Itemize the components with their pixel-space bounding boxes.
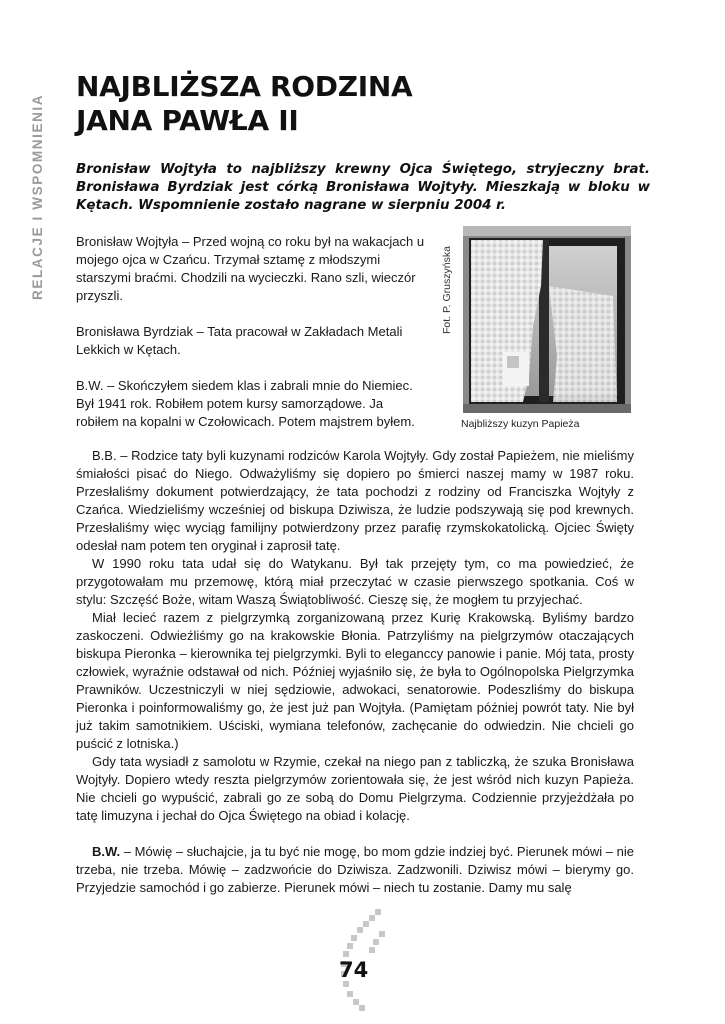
main-text	[76, 447, 634, 897]
paragraph-text: – Przed wojną co roku był na wakacjach u mojego ojca w Czańcu. Trzymał sztamę z młodszymi starszymi braćmi. Chodzili na wycieczki. Rano szli, wieczór przyszli.	[76, 234, 425, 303]
page-number: 74	[339, 958, 369, 982]
paragraph-text: – Mówię – słuchajcie, ja tu być nie mogę, bo mom gdzie indziej być. Pierunek mówi – nie trzeba, nie trzeba. Mówię – zadzwońcie do Dziwisza. Zadzwonili. Dziwisz mówi – bierymy go. Przyjedzie samochód i go zabierze. Pierunek mówi – niech tu zostanie. Damy mu salę	[76, 844, 634, 895]
paragraph-2	[76, 323, 428, 359]
speaker-abbr: B.B.	[92, 448, 117, 463]
paragraph-4	[76, 447, 634, 555]
paragraph-8	[76, 843, 634, 897]
paragraph-text: – Rodzice taty byli kuzynami rodziców Karola Wojtyły. Gdy został Papieżem, nie mieliśmy śmiałości pisać do Niego. Odważyliśmy się dopiero po śmierci naszej mamy w 1987 roku. Przesłaliśmy dokument potwierdzający, że tata pochodzi z rodziny od Franciszka Wojtyły z Czańca. Wiedzieliśmy wcześniej od biskupa Dziwisza, że ludzie podszywają się pod krewnych. Przesłaliśmy więc wyciąg familijny potwierdzony przez parafię rzymskokatolicką. Ojciec Święty odesłał nam potem ten oryginał i zaprosił tatę.	[76, 448, 634, 553]
speaker-abbr: B.W.	[76, 378, 104, 393]
window-photo	[463, 226, 631, 413]
paragraph-text: – Tata pracował w Zakładach Metali Lekkich w Kętach.	[76, 324, 403, 357]
paragraph-1	[76, 233, 428, 305]
speaker-abbr: B.W.	[92, 844, 121, 859]
article-title	[76, 70, 412, 138]
title-line-2: JANA PAWŁA II	[76, 104, 299, 137]
lead-paragraph: Bronisław Wojtyła to najbliższy krewny Ojca Świętego, stryjeczny brat. Bronisława Byrdziak jest córką Bronisława Wojtyły. Mieszkają w bloku w Kętach. Wspomnienie zostało nagrane w sierpniu 2004 r.	[76, 162, 650, 213]
paragraph-3	[76, 377, 428, 431]
speaker-name: Bronisława Byrdziak	[76, 324, 194, 339]
left-column	[76, 233, 428, 431]
paragraph-text: – Skończyłem siedem klas i zabrali mnie do Niemiec. Był 1941 rok. Robiłem potem kursy samorządowe. Ja robiłem na kopalni w Czołowicach. Potem majstrem byłem.	[76, 378, 415, 429]
photo-credit: Fot. P. Gruszyńska	[441, 246, 453, 334]
paragraph-6: Miał lecieć razem z pielgrzymką zorganizowaną przez Kurię Krakowską. Byliśmy bardzo zaskoczeni. Odwieźliśmy go na krakowskie Błonia. Patrzyliśmy na pielgrzymów otaczających biskupa Pieronka – kierownika tej pielgrzymki. Byli to eleganccy panowie i panie. Mój tata, prosty człowiek, wyraźnie odstawał od nich. Później wyjaśniło się, że była to Ogólnopolska Pielgrzymka Prawników. Uczestniczyli w niej sędziowie, adwokaci, senatorowie. Podeszliśmy do biskupa Pieronka i poinformowaliśmy go, że jest już pan Wojtyła. (Pamiętam później powrót taty. Nie był już takim samotnikiem. Uściski, wymiana telefonów, zachęcanie do odwiedzin. Nie chcieli go puścić z lotniska.)	[76, 610, 634, 751]
window-photo-image	[463, 226, 631, 413]
title-line-1: NAJBLIŻSZA RODZINA	[76, 70, 413, 103]
section-label: RELACJE I WSPOMNIENIA	[30, 93, 45, 300]
speaker-name: Bronisław Wojtyła	[76, 234, 179, 249]
photo-caption: Najbliższy kuzyn Papieża	[461, 418, 580, 430]
paragraph-7: Gdy tata wysiadł z samolotu w Rzymie, czekał na niego pan z tabliczką, że szuka Bronisława Wojtyły. Dopiero wtedy reszta pielgrzymów zorientowała się, że jest wśród nich kuzyn Papieża. Nie chcieli go wypuścić, zabrali go ze sobą do Domu Pielgrzyma. Codziennie przyjeżdżała po tatę limuzyna i jechał do Ojca Świętego na obiad i kolację.	[76, 754, 634, 823]
paragraph-5: W 1990 roku tata udał się do Watykanu. Był tak przejęty tym, co ma powiedzieć, że przygotowałam mu przemowę, którą miał przeczytać w czasie pierwszego spotkania. Coś w stylu: Szczęść Boże, witam Waszą Świątobliwość. Cieszę się, że mogłem tu przyjechać.	[76, 556, 634, 607]
